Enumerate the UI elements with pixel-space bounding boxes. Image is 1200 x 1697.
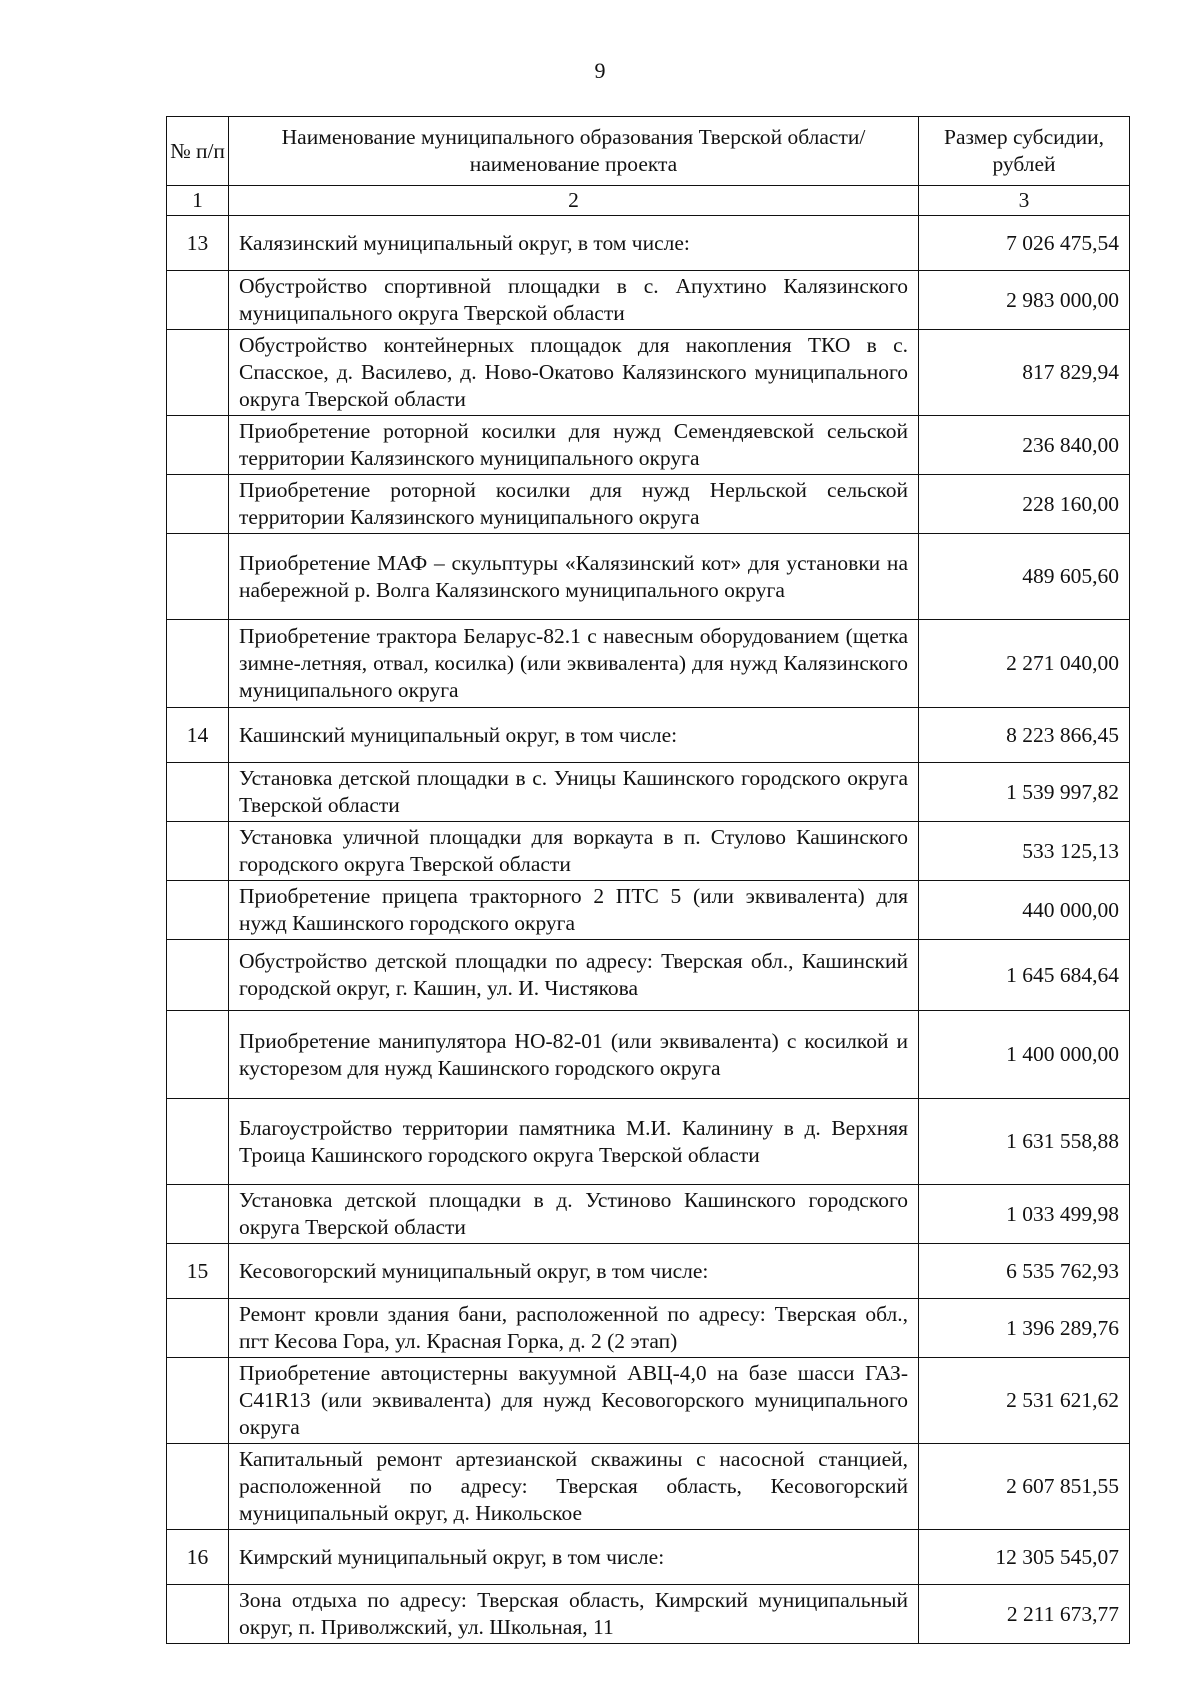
project-row bbox=[167, 1185, 1130, 1244]
row-number: 13 bbox=[167, 216, 229, 271]
row-amount: 6 535 762,93 bbox=[919, 1244, 1130, 1299]
row-number: 16 bbox=[167, 1530, 229, 1585]
row-name: Обустройство контейнерных площадок для накопления ТКО в с. Спасское, д. Василево, д. Ново-Окатово Калязинского муниципального округа Тверской области bbox=[229, 330, 919, 416]
row-number bbox=[167, 1185, 229, 1244]
row-amount: 12 305 545,07 bbox=[919, 1530, 1130, 1585]
subsidy-table bbox=[166, 116, 1130, 1644]
row-number bbox=[167, 1011, 229, 1099]
project-row bbox=[167, 1444, 1130, 1530]
row-name: Обустройство детской площадки по адресу: Тверская обл., Кашинский городской округ, г. Кашин, ул. И. Чистякова bbox=[229, 940, 919, 1011]
district-row bbox=[167, 216, 1130, 271]
project-row bbox=[167, 1099, 1130, 1185]
district-row bbox=[167, 1530, 1130, 1585]
row-amount: 1 400 000,00 bbox=[919, 1011, 1130, 1099]
row-number bbox=[167, 1299, 229, 1358]
column-number-2: 2 bbox=[229, 186, 919, 216]
row-name: Благоустройство территории памятника М.И. Калинину в д. Верхняя Троица Кашинского городского округа Тверской области bbox=[229, 1099, 919, 1185]
header-num: № п/п bbox=[167, 117, 229, 186]
project-row bbox=[167, 940, 1130, 1011]
project-row bbox=[167, 620, 1130, 708]
row-number bbox=[167, 940, 229, 1011]
table-body bbox=[167, 216, 1130, 1644]
row-number bbox=[167, 763, 229, 822]
header-name: Наименование муниципального образования Тверской области/наименование проекта bbox=[229, 117, 919, 186]
row-amount: 1 396 289,76 bbox=[919, 1299, 1130, 1358]
header-amount: Размер субсидии, рублей bbox=[919, 117, 1130, 186]
project-row bbox=[167, 534, 1130, 620]
project-row bbox=[167, 1358, 1130, 1444]
row-amount: 2 531 621,62 bbox=[919, 1358, 1130, 1444]
row-amount: 2 271 040,00 bbox=[919, 620, 1130, 708]
project-row bbox=[167, 763, 1130, 822]
project-row bbox=[167, 271, 1130, 330]
project-row bbox=[167, 330, 1130, 416]
row-amount: 7 026 475,54 bbox=[919, 216, 1130, 271]
project-row bbox=[167, 1585, 1130, 1644]
project-row bbox=[167, 475, 1130, 534]
row-amount: 2 211 673,77 bbox=[919, 1585, 1130, 1644]
row-amount: 1 033 499,98 bbox=[919, 1185, 1130, 1244]
project-row bbox=[167, 881, 1130, 940]
row-amount: 1 631 558,88 bbox=[919, 1099, 1130, 1185]
row-name: Приобретение автоцистерны вакуумной АВЦ-4,0 на базе шасси ГАЗ-С41R13 (или эквивалента) для нужд Кесовогорского муниципального округа bbox=[229, 1358, 919, 1444]
row-name: Установка детской площадки в д. Устиново Кашинского городского округа Тверской области bbox=[229, 1185, 919, 1244]
row-number bbox=[167, 620, 229, 708]
row-name: Ремонт кровли здания бани, расположенной по адресу: Тверская обл., пгт Кесова Гора, ул. Красная Горка, д. 2 (2 этап) bbox=[229, 1299, 919, 1358]
row-number bbox=[167, 330, 229, 416]
row-name: Приобретение трактора Беларус-82.1 с навесным оборудованием (щетка зимне-летняя, отвал, косилка) (или эквивалента) для нужд Калязинского муниципального округа bbox=[229, 620, 919, 708]
row-amount: 2 607 851,55 bbox=[919, 1444, 1130, 1530]
row-name: Капитальный ремонт артезианской скважины с насосной станцией, расположенной по адресу: Тверская область, Кесовогорский муниципальный округ, д. Никольское bbox=[229, 1444, 919, 1530]
row-number bbox=[167, 881, 229, 940]
row-number bbox=[167, 1099, 229, 1185]
row-amount: 8 223 866,45 bbox=[919, 708, 1130, 763]
column-number-3: 3 bbox=[919, 186, 1130, 216]
row-amount: 1 539 997,82 bbox=[919, 763, 1130, 822]
page-number: 9 bbox=[594, 58, 606, 83]
column-number-1: 1 bbox=[167, 186, 229, 216]
district-row bbox=[167, 1244, 1130, 1299]
row-number bbox=[167, 475, 229, 534]
row-amount: 489 605,60 bbox=[919, 534, 1130, 620]
table-header bbox=[167, 117, 1130, 216]
row-name: Установка детской площадки в с. Уницы Кашинского городского округа Тверской области bbox=[229, 763, 919, 822]
row-number bbox=[167, 271, 229, 330]
row-amount: 440 000,00 bbox=[919, 881, 1130, 940]
project-row bbox=[167, 1299, 1130, 1358]
row-number: 14 bbox=[167, 708, 229, 763]
row-number bbox=[167, 1358, 229, 1444]
row-name: Кимрский муниципальный округ, в том числе: bbox=[229, 1530, 919, 1585]
row-number bbox=[167, 1585, 229, 1644]
row-amount: 817 829,94 bbox=[919, 330, 1130, 416]
row-number bbox=[167, 1444, 229, 1530]
row-number bbox=[167, 534, 229, 620]
row-name: Обустройство спортивной площадки в с. Апухтино Калязинского муниципального округа Тверской области bbox=[229, 271, 919, 330]
row-amount: 533 125,13 bbox=[919, 822, 1130, 881]
row-name: Приобретение МАФ – скульптуры «Калязинский кот» для установки на набережной р. Волга Калязинского муниципального округа bbox=[229, 534, 919, 620]
project-row bbox=[167, 1011, 1130, 1099]
row-amount: 228 160,00 bbox=[919, 475, 1130, 534]
row-name: Установка уличной площадки для воркаута в п. Стулово Кашинского городского округа Тверской области bbox=[229, 822, 919, 881]
row-name: Приобретение манипулятора НО-82-01 (или эквивалента) с косилкой и кусторезом для нужд Кашинского городского округа bbox=[229, 1011, 919, 1099]
row-number bbox=[167, 416, 229, 475]
row-amount: 2 983 000,00 bbox=[919, 271, 1130, 330]
project-row bbox=[167, 822, 1130, 881]
row-amount: 1 645 684,64 bbox=[919, 940, 1130, 1011]
row-name: Приобретение прицепа тракторного 2 ПТС 5 (или эквивалента) для нужд Кашинского городского округа bbox=[229, 881, 919, 940]
row-name: Приобретение роторной косилки для нужд Семендяевской сельской территории Калязинского муниципального округа bbox=[229, 416, 919, 475]
row-name: Кесовогорский муниципальный округ, в том числе: bbox=[229, 1244, 919, 1299]
project-row bbox=[167, 416, 1130, 475]
row-name: Приобретение роторной косилки для нужд Нерльской сельской территории Калязинского муниципального округа bbox=[229, 475, 919, 534]
row-number: 15 bbox=[167, 1244, 229, 1299]
row-name: Калязинский муниципальный округ, в том числе: bbox=[229, 216, 919, 271]
district-row bbox=[167, 708, 1130, 763]
row-name: Кашинский муниципальный округ, в том числе: bbox=[229, 708, 919, 763]
row-number bbox=[167, 822, 229, 881]
row-name: Зона отдыха по адресу: Тверская область, Кимрский муниципальный округ, п. Приволжский, ул. Школьная, 11 bbox=[229, 1585, 919, 1644]
row-amount: 236 840,00 bbox=[919, 416, 1130, 475]
